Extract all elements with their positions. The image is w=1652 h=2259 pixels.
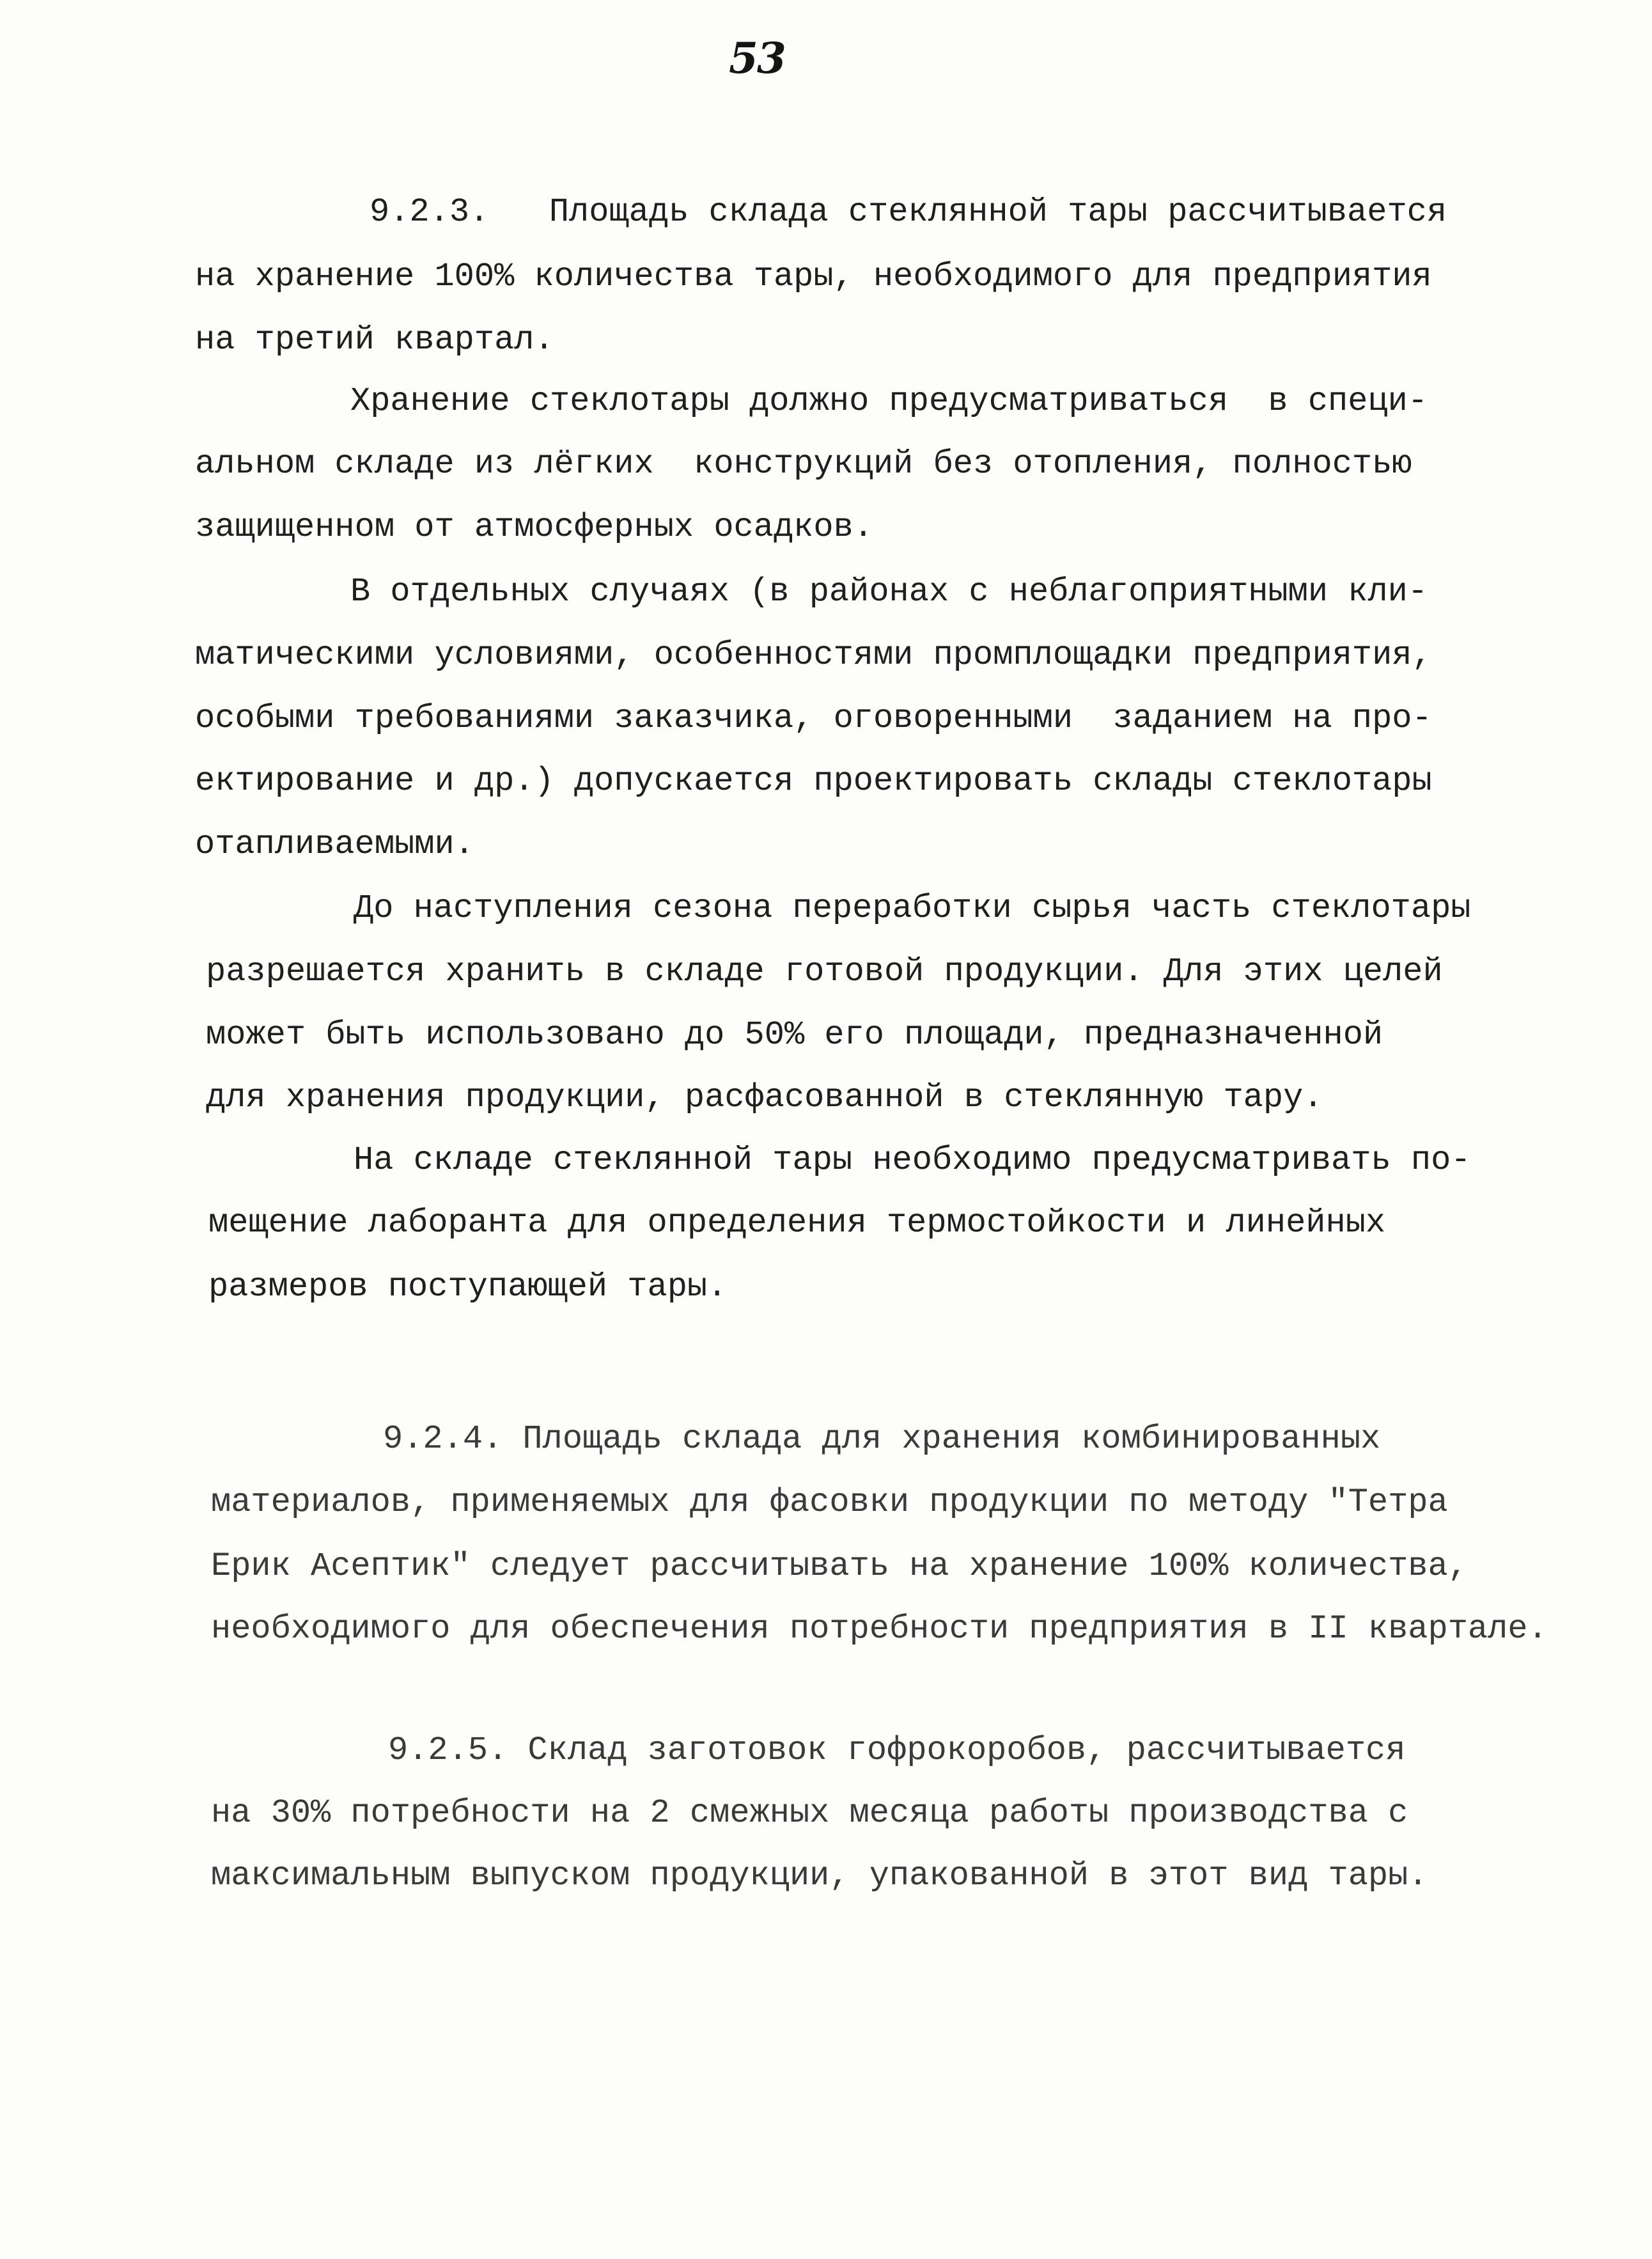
text-line: размеров поступающей тары. xyxy=(208,1268,728,1306)
page-number: 53 xyxy=(729,33,785,83)
text-line: 9.2.5. Склад заготовок гофрокоробов, рассчитывается xyxy=(388,1731,1406,1769)
text-line: 9.2.3. Площадь склада стеклянной тары рассчитывается xyxy=(370,193,1447,231)
text-line: максимальным выпуском продукции, упакованной в этот вид тары. xyxy=(211,1857,1428,1895)
text-line: 9.2.4. Площадь склада для хранения комбинированных xyxy=(383,1420,1381,1458)
text-line: на хранение 100% количества тары, необходимого для предприятия xyxy=(195,258,1432,295)
text-line: может быть использовано до 50% его площади, предназначенной xyxy=(206,1016,1383,1054)
text-line: разрешается хранить в складе готовой продукции. Для этих целей xyxy=(206,953,1443,990)
text-line: защищенном от атмосферных осадков. xyxy=(195,508,873,546)
text-line: На складе стеклянной тары необходимо предусматривать по- xyxy=(354,1141,1471,1179)
text-line: альном складе из лёгких конструкций без отопления, полностью xyxy=(195,445,1412,483)
text-line: Хранение стеклотары должно предусматриваться в специ- xyxy=(350,382,1428,420)
text-line: Ерик Асептик" следует рассчитывать на хранение 100% количества, xyxy=(211,1547,1468,1585)
text-line: мещение лаборанта для определения термостойкости и линейных xyxy=(208,1204,1386,1242)
text-line: на 30% потребности на 2 смежных месяца работы производства с xyxy=(211,1794,1408,1832)
text-line: материалов, применяемых для фасовки продукции по методу "Тетра xyxy=(211,1483,1448,1521)
text-line: особыми требованиями заказчика, оговоренными заданием на про- xyxy=(195,700,1432,737)
text-line: До наступления сезона переработки сырья часть стеклотары xyxy=(354,889,1471,927)
text-line: ектирование и др.) допускается проектировать склады стеклотары xyxy=(195,762,1432,800)
text-line: необходимого для обеспечения потребности предприятия в II квартале. xyxy=(211,1610,1548,1648)
text-line: В отдельных случаях (в районах с неблагоприятными кли- xyxy=(350,573,1428,611)
text-line: на третий квартал. xyxy=(195,321,554,359)
text-line: матическими условиями, особенностями промплощадки предприятия, xyxy=(195,636,1432,674)
text-line: для хранения продукции, расфасованной в стеклянную тару. xyxy=(206,1079,1323,1116)
text-line: отапливаемыми. xyxy=(195,825,474,863)
